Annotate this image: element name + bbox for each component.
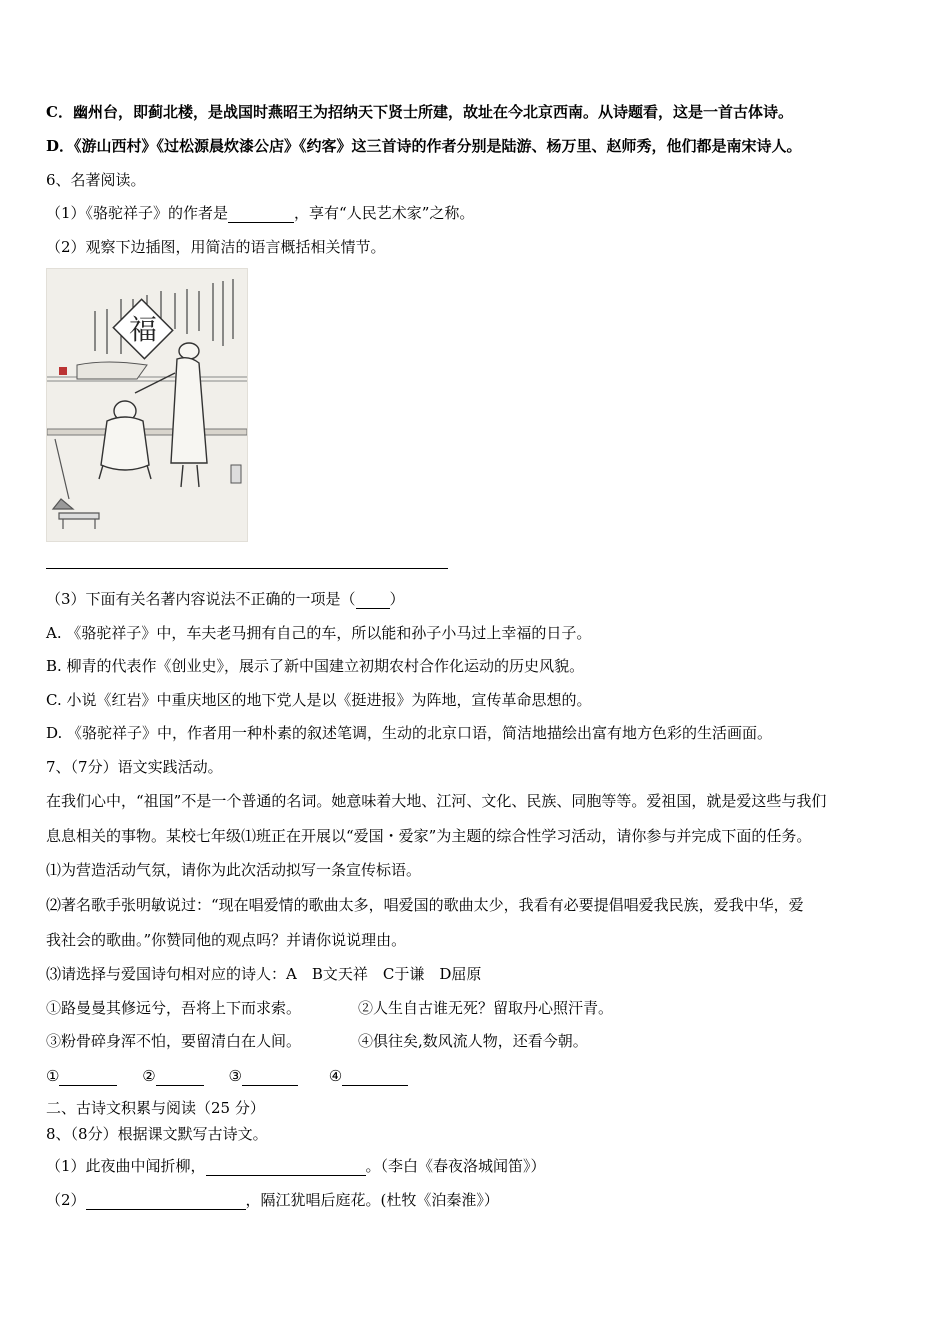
- q6-option-a: A. 《骆驼祥子》中，车夫老马拥有自己的车，所以能和孙子小马过上幸福的日子。: [46, 624, 592, 642]
- q6-part3-tail: ）: [389, 590, 405, 608]
- calligraphy-columns: [95, 279, 233, 354]
- q6-option-d: D. 《骆驼祥子》中，作者用一种朴素的叙述笔调，生动的北京口语，简洁地描绘出富有地方色彩的生活画面。: [46, 724, 773, 742]
- q8-part1-tail: 。（李白《春夜洛城闻笛》）: [365, 1157, 546, 1175]
- answer-label-4: ④: [328, 1067, 343, 1085]
- section-2-title: 二、古诗文积累与阅读（25 分）: [46, 1099, 265, 1117]
- q7-intro-1: 在我们心中，“祖国”不是一个普通的名词。她意味着大地、江河、文化、民族、同胞等等。爱祖国，就是爱这些与我们: [46, 792, 827, 810]
- answer-blank[interactable]: [86, 1193, 246, 1210]
- q7-answers: [46, 1066, 408, 1086]
- cup-icon: [231, 465, 241, 483]
- q6-option-b: B. 柳青的代表作《创业史》，展示了新中国建立初期农村合作化运动的历史风貌。: [46, 657, 585, 675]
- stove-icon: [77, 362, 147, 379]
- q6-part3-text: （3）下面有关名著内容说法不正确的一项是（: [46, 590, 356, 608]
- q7-poem-4: ④俱往矣,数风流人物，还看今朝。: [358, 1032, 588, 1050]
- q7-poem-1: ①路曼曼其修远兮，吾将上下而求索。: [46, 999, 302, 1017]
- answer-label-2: ②: [142, 1067, 156, 1085]
- q8-part1-text: （1）此夜曲中闻折柳，: [46, 1157, 206, 1175]
- q6-part3: [46, 589, 405, 609]
- crouching-figure: [99, 401, 151, 479]
- q8-title: 8、（8分）根据课文默写古诗文。: [46, 1125, 268, 1143]
- illustration-drawing: [47, 269, 247, 541]
- answer-blank-1[interactable]: [59, 1069, 117, 1086]
- q6-title: 6、名著阅读。: [46, 171, 146, 189]
- q6-part2: （2）观察下边插图，用简洁的语言概括相关情节。: [46, 238, 386, 256]
- q7-title: 7、（7分）语文实践活动。: [46, 758, 223, 776]
- stool-icon: [59, 513, 99, 529]
- q6-part1-text: （1）《骆驼祥子》的作者是: [46, 204, 229, 222]
- broom-icon: [53, 439, 73, 509]
- q7-poem-2: ②人生自古谁无死？留取丹心照汗青。: [358, 999, 614, 1017]
- answer-label-1: ①: [46, 1067, 60, 1085]
- q7-task-2-line2: 我社会的歌曲。”你赞同他的观点吗？并请你说说理由。: [46, 931, 407, 949]
- q5-option-d: D．《游山西村》《过松源晨炊漆公店》《约客》这三首诗的作者分别是陆游、杨万里、赵师秀，他们都是南宋诗人。: [46, 137, 802, 155]
- q6-option-c: C. 小说《红岩》中重庆地区的地下党人是以《挺进报》为阵地，宣传革命思想的。: [46, 691, 592, 709]
- q7-poem-3: ③粉骨碎身浑不怕，要留清白在人间。: [46, 1032, 302, 1050]
- q7-task-2-line1: ⑵著名歌手张明敏说过：“现在唱爱情的歌曲太多，唱爱国的歌曲太少，我看有必要提倡唱爱我民族，爱我中华，爱: [46, 896, 804, 914]
- q7-task-3: ⑶请选择与爱国诗句相对应的诗人：A B文天祥 C于谦 D屈原: [46, 965, 482, 983]
- q8-part2: [46, 1190, 499, 1210]
- answer-blank-3[interactable]: [242, 1069, 298, 1086]
- q7-task-1: ⑴为营造活动气氛，请你为此次活动拟写一条宣传标语。: [46, 861, 422, 879]
- q8-part2-tail: ，隔江犹唱后庭花。(杜牧《泊秦淮》）: [245, 1191, 499, 1209]
- answer-blank[interactable]: [206, 1159, 366, 1176]
- answer-blank-4[interactable]: [342, 1069, 408, 1086]
- fu-character: 福: [128, 313, 158, 346]
- answer-blank[interactable]: [356, 592, 390, 609]
- q8-part2-text: （2）: [46, 1191, 86, 1209]
- rickshaw-boy-illustration: [46, 268, 248, 542]
- q5-option-c: C．幽州台，即蓟北楼，是战国时燕昭王为招纳天下贤士所建，故址在今北京西南。从诗题看，这是一首古体诗。: [46, 103, 793, 121]
- answer-label-3: ③: [228, 1067, 242, 1085]
- answer-blank-2[interactable]: [156, 1069, 204, 1086]
- q8-part1: [46, 1156, 546, 1176]
- q7-intro-2: 息息相关的事物。某校七年级⑴班正在开展以“爱国・爱家”为主题的综合性学习活动，请你参与并完成下面的任务。: [46, 827, 812, 845]
- q6-part1: [46, 203, 474, 223]
- counter: [47, 429, 247, 435]
- red-seal-icon: [59, 367, 67, 375]
- answer-blank[interactable]: [228, 206, 294, 223]
- q6-part1-tail: ，享有“人民艺术家”之称。: [294, 204, 475, 222]
- answer-line[interactable]: [46, 568, 448, 569]
